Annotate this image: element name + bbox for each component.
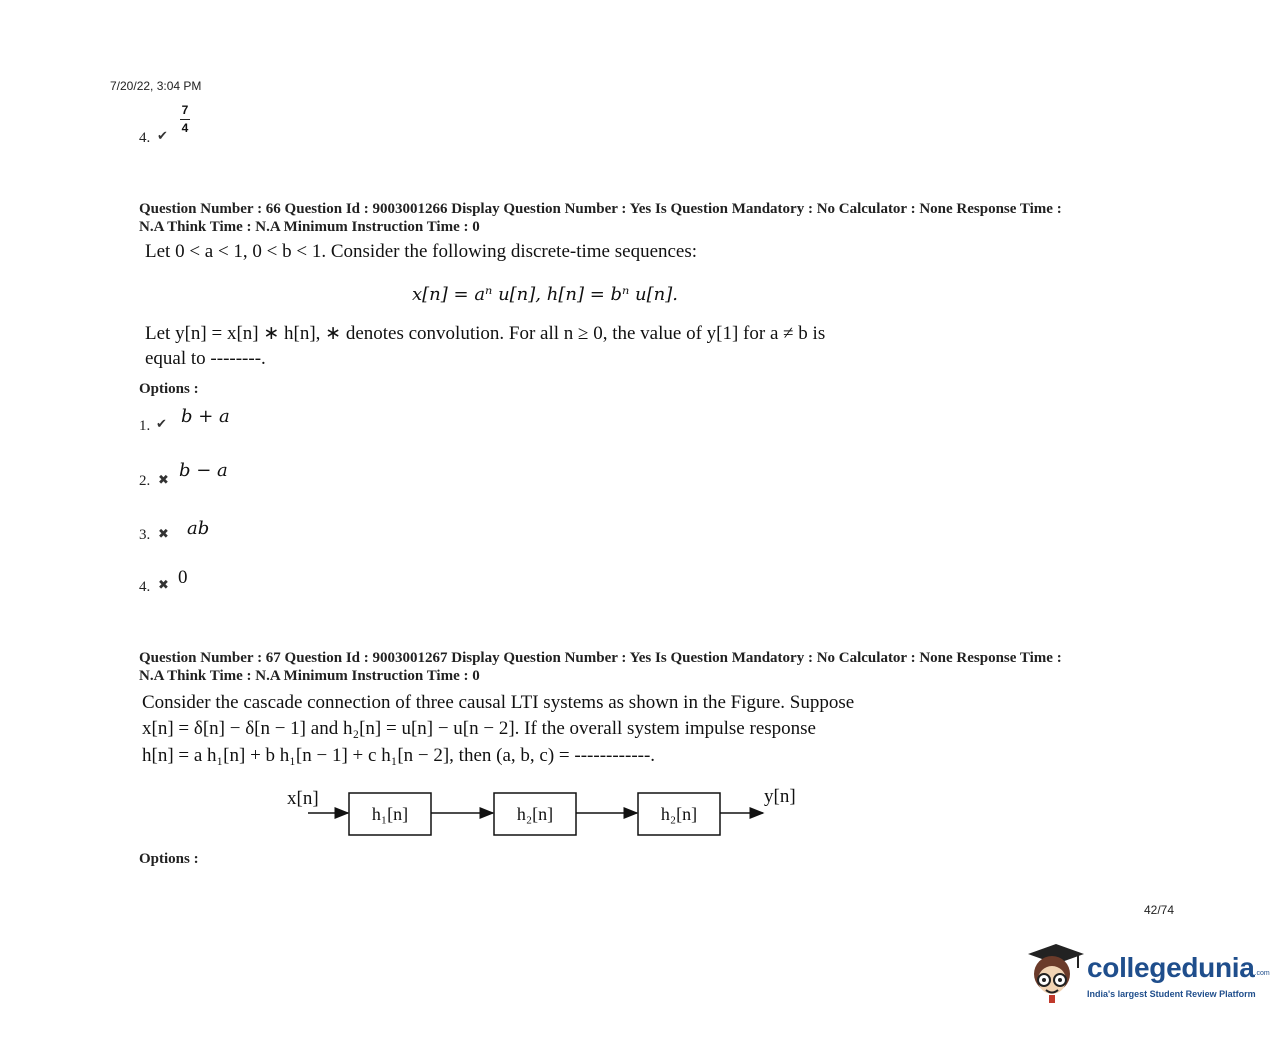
q66-option-1-value: b + a: [181, 406, 230, 427]
page-number: 42/74: [1144, 903, 1175, 917]
q66-text-line1: Let 0 < a < 1, 0 < b < 1. Consider the following discrete-time sequences:: [145, 241, 698, 262]
q67-meta-line2: N.A Think Time : N.A Minimum Instruction Time : 0: [139, 668, 480, 684]
q66-options-label: Options :: [139, 381, 199, 397]
q66-meta: [139, 200, 1179, 236]
wrong-cross-icon: ✖: [158, 527, 169, 542]
print-timestamp: 7/20/22, 3:04 PM: [110, 79, 202, 93]
q66-option-2-number: 2.: [139, 473, 151, 489]
q67-meta-line1: Question Number : 67 Question Id : 9003001267 Display Question Number : Yes Is Question Mandatory : No Calculator : None Response Time :: [139, 650, 1062, 666]
q66-equation: x[n] = aⁿ u[n], h[n] = bⁿ u[n].: [412, 284, 678, 305]
brand-suffix: .com: [1254, 969, 1270, 977]
correct-check-icon: ✔: [157, 129, 168, 144]
block-h2-b-label: h₂[n]: [660, 804, 698, 824]
q67-text-line2: x[n] = δ[n] − δ[n − 1] and h₂[n] = u[n] − u[n − 2]. If the overall system impulse response: [142, 718, 816, 739]
block-h2-a-label: h₂[n]: [516, 804, 554, 824]
prev-option-fraction: [180, 104, 190, 135]
diagram-input-label: x[n]: [287, 788, 319, 809]
q66-meta-line2: N.A Think Time : N.A Minimum Instruction Time : 0: [139, 219, 480, 235]
q66-option-3-number: 3.: [139, 527, 151, 543]
q66-text-line3: equal to --------.: [145, 348, 266, 369]
fraction-numerator: 7: [181, 103, 189, 117]
wrong-cross-icon: ✖: [158, 473, 169, 488]
q66-option-2-value: b − a: [179, 460, 228, 481]
prev-option-number: 4.: [139, 130, 151, 146]
q67-meta: [139, 649, 1179, 685]
q66-text-line2: Let y[n] = x[n] ∗ h[n], ∗ denotes convolution. For all n ≥ 0, the value of y[1] for a ≠ b is: [145, 323, 826, 344]
fraction-bar: [180, 119, 190, 120]
q66-option-1-number: 1.: [139, 418, 151, 434]
q66-option-4-number: 4.: [139, 579, 151, 595]
q67-text-line1: Consider the cascade connection of three causal LTI systems as shown in the Figure. Suppose: [142, 692, 855, 713]
collegedunia-logo: [1087, 952, 1270, 984]
brand-name: collegedunia: [1087, 952, 1255, 983]
cascade-diagram: [280, 780, 820, 844]
q66-meta-line1: Question Number : 66 Question Id : 9003001266 Display Question Number : Yes Is Question Mandatory : No Calculator : None Response Time :: [139, 201, 1062, 217]
diagram-output-label: y[n]: [764, 786, 796, 807]
brand-tagline: India's largest Student Review Platform: [1087, 989, 1256, 999]
collegedunia-mascot-icon: [1022, 940, 1088, 1006]
block-h1-label: h₁[n]: [371, 804, 409, 824]
correct-check-icon: ✔: [156, 417, 167, 432]
fraction-denominator: 4: [181, 121, 189, 135]
q67-options-label: Options :: [139, 851, 199, 867]
wrong-cross-icon: ✖: [158, 578, 169, 593]
q66-option-3-value: ab: [187, 518, 210, 539]
q66-option-4-value: 0: [178, 567, 188, 588]
q67-text-line3: h[n] = a h₁[n] + b h₁[n − 1] + c h₁[n − 2], then (a, b, c) = ------------.: [142, 745, 656, 766]
